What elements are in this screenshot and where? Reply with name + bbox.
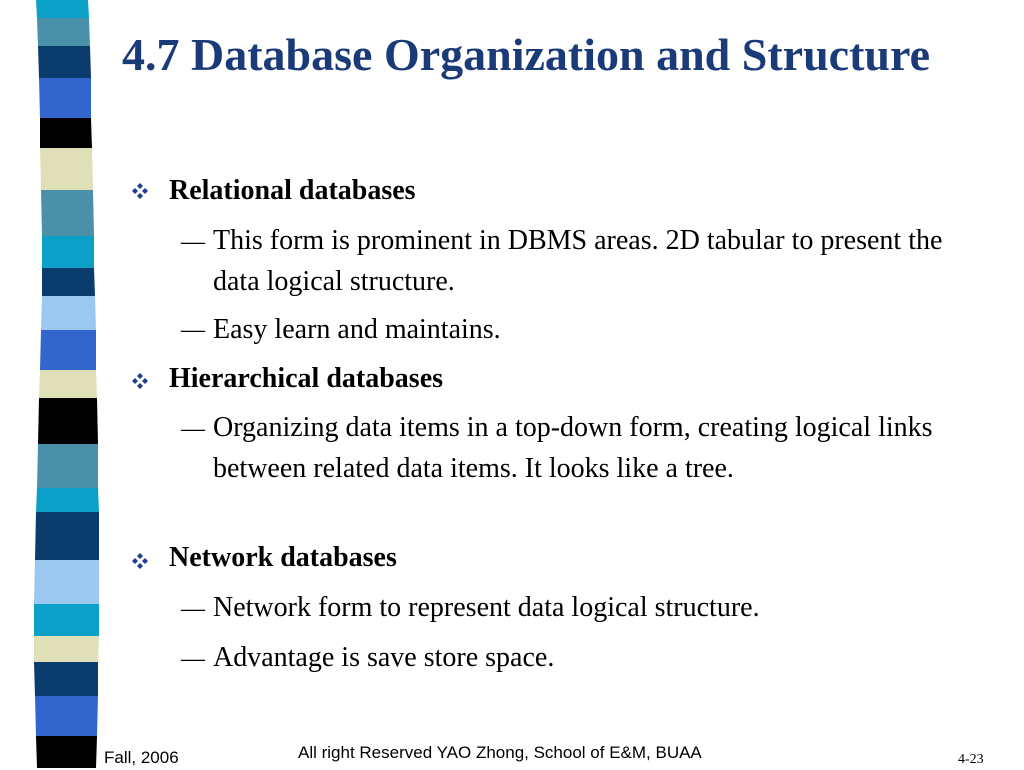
sub-bullet-dash: — (181, 317, 205, 343)
footer-date: Fall, 2006 (104, 748, 179, 767)
relational-item-1: This form is prominent in DBMS areas. 2D tabular to present the data logical structure. (213, 225, 943, 297)
section-heading-relational: Relational databases (169, 175, 416, 206)
section-heading-network: Network databases (169, 542, 397, 573)
network-item-2: Advantage is save store space. (213, 642, 555, 673)
sub-bullet-dash: — (181, 646, 205, 672)
section-heading-hierarchical: Hierarchical databases (169, 363, 444, 394)
footer-copyright: All right Reserved YAO Zhong, School of E&M, BUAA (298, 743, 702, 762)
relational-item-2: Easy learn and maintains. (213, 314, 501, 345)
four-diamond-bullet-icon (131, 552, 149, 570)
hierarchical-item-1: Organizing data items in a top-down form, creating logical links between related data items. It looks like a tree. (213, 412, 933, 484)
sub-bullet-dash: — (181, 229, 205, 255)
network-item-1: Network form to represent data logical structure. (213, 592, 760, 623)
four-diamond-bullet-icon (131, 372, 149, 390)
four-diamond-bullet-icon (131, 182, 149, 200)
sub-bullet-dash: — (181, 596, 205, 622)
slide-title: 4.7 Database Organization and Structure (122, 29, 930, 80)
footer-page-number: 4-23 (958, 752, 984, 767)
sub-bullet-dash: — (181, 416, 205, 442)
